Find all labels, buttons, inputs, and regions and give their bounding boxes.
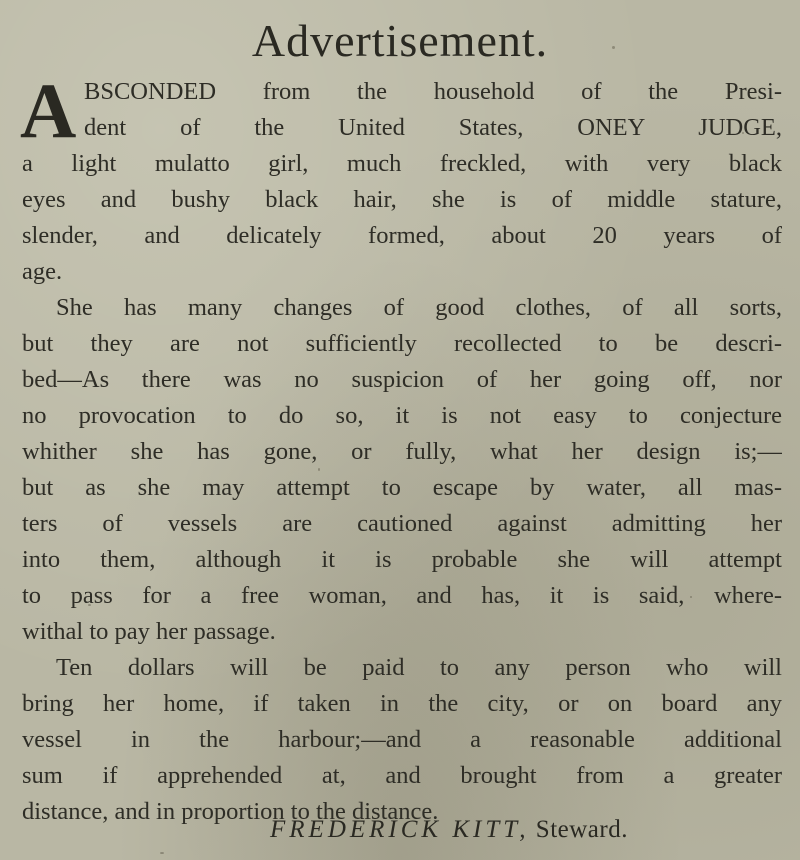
text-line-20: sum if apprehended at, and brought from a greater	[22, 762, 782, 789]
text-line-17: Ten dollars will be paid to any person who will	[56, 654, 782, 681]
text-line-14: into them, although it is probable she will attempt	[22, 546, 782, 573]
drop-cap: A	[20, 67, 77, 154]
text-line-15: to pass for a free woman, and has, it is said, where-	[22, 582, 782, 609]
text-line-9: bed—As there was no suspicion of her going off, nor	[22, 366, 782, 393]
text-line-16: withal to pay her passage.	[22, 618, 276, 645]
paper-speck	[612, 46, 615, 49]
paper-speck	[160, 852, 164, 854]
paper-speck	[318, 468, 320, 471]
text-line-6: age.	[22, 258, 63, 285]
opening-paragraph-start	[20, 67, 782, 154]
text-line-19: vessel in the harbour;—and a reasonable additional	[22, 726, 782, 753]
advertisement-title: Advertisement.	[251, 15, 549, 66]
paper-speck	[88, 604, 91, 606]
paper-speck	[690, 596, 692, 598]
text-line-11: whither she has gone, or fully, what her design is;—	[22, 438, 782, 465]
text-line-21: distance, and in proportion to the distance.	[22, 798, 439, 825]
text-line-7: She has many changes of good clothes, of all sorts,	[56, 294, 782, 321]
text-line-12: but as she may attempt to escape by water, all mas-	[22, 474, 782, 501]
text-line-2: dent of the United States, ONEY JUDGE,	[84, 114, 782, 141]
text-line-3: a light mulatto girl, much freckled, with very black	[22, 150, 782, 177]
text-line-18: bring her home, if taken in the city, or on board any	[22, 690, 782, 717]
text-line-8: but they are not sufficiently recollected to be descri-	[22, 330, 782, 357]
text-line-13: ters of vessels are cautioned against admitting her	[22, 510, 782, 537]
advertisement-body	[20, 67, 782, 830]
signature-name: FREDERICK KITT,	[270, 816, 530, 843]
signature-line	[270, 816, 770, 844]
text-line-1: BSCONDED from the household of the Presi-	[84, 78, 782, 105]
text-line-4: eyes and bushy black hair, she is of middle stature,	[22, 186, 782, 213]
paper-speck	[742, 132, 744, 134]
signature-role: Steward.	[535, 816, 628, 843]
text-line-5: slender, and delicately formed, about 20 years of	[22, 222, 782, 249]
text-line-10: no provocation to do so, it is not easy to conjecture	[22, 402, 782, 429]
